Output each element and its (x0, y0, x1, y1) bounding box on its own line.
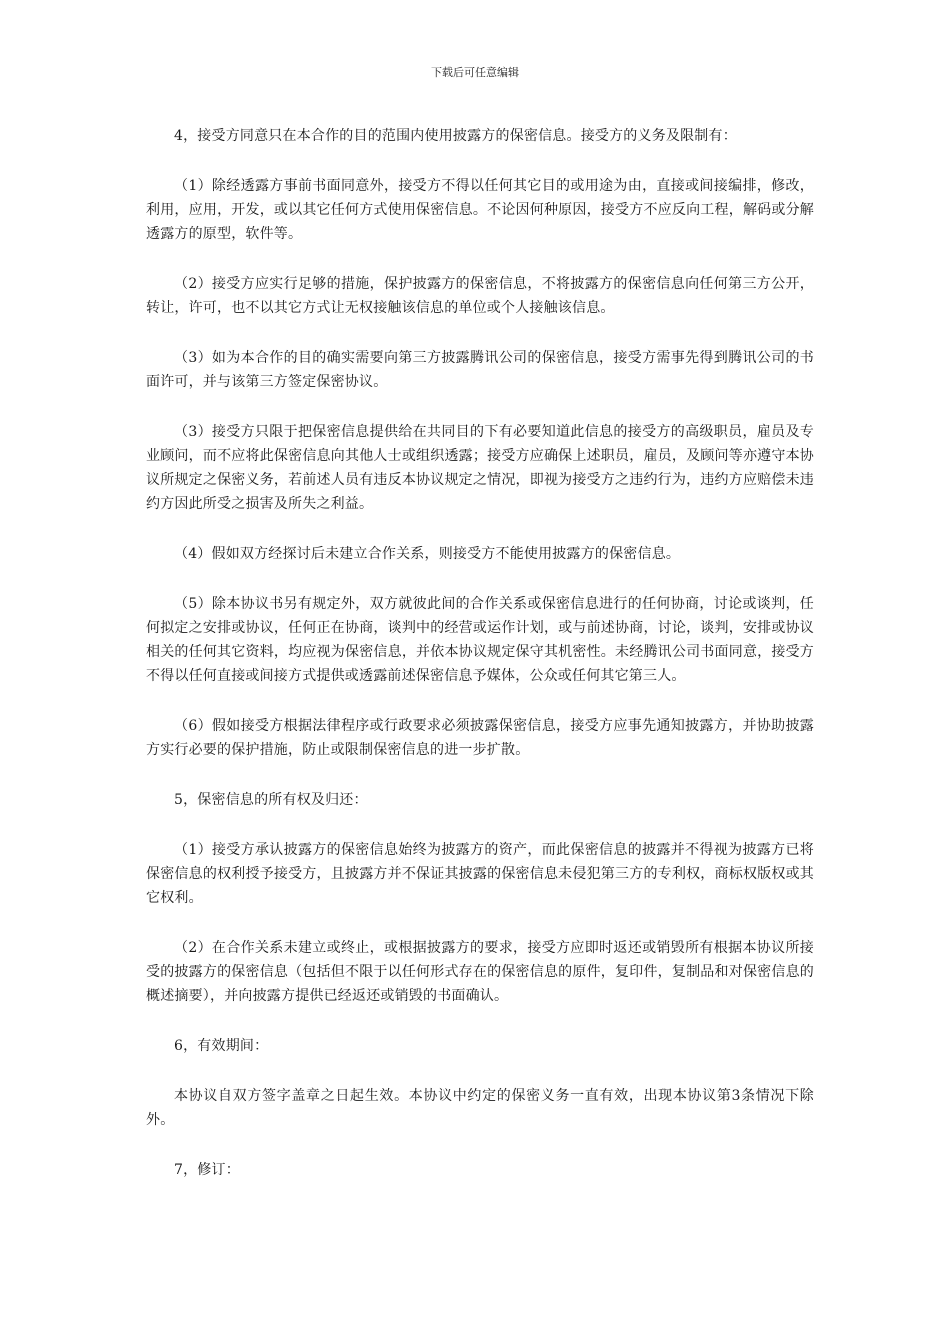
clause-4-item-3a: （3）如为本合作的目的确实需要向第三方披露腾讯公司的保密信息，接受方需事先得到腾讯公司的书面许可，并与该第三方签定保密协议。 (146, 350, 814, 390)
clause-6-heading: 6，有效期间： (174, 1038, 269, 1054)
clause-5-heading: 5，保密信息的所有权及归还： (174, 792, 368, 808)
clause-4-heading: 4，接受方同意只在本合作的目的范围内使用披露方的保密信息。接受方的义务及限制有： (174, 128, 737, 144)
clause-4-item-5: （5）除本协议书另有规定外，双方就彼此间的合作关系或保密信息进行的任何协商，讨论或谈判，任何拟定之安排或协议，任何正在协商，谈判中的经营或运作计划，或与前述协商，讨论，谈判，安排或协议相关的任何其它资料，均应视为保密信息，并依本协议规定保守其机密性。未经腾讯公司书面同意，接受方不得以任何直接或间接方式提供或透露前述保密信息予媒体，公众或任何其它第三人。 (146, 596, 814, 684)
clause-6-body: 本协议自双方签字盖章之日起生效。本协议中约定的保密义务一直有效，出现本协议第3条情况下除外。 (146, 1088, 814, 1128)
page-header: 下载后可任意编辑 (431, 66, 519, 79)
clause-7-heading: 7，修订： (174, 1162, 240, 1178)
clause-4-item-1: （1）除经透露方事前书面同意外，接受方不得以任何其它目的或用途为由，直接或间接编排，修改，利用，应用，开发，或以其它任何方式使用保密信息。不论因何种原因，接受方不应反向工程，解码或分解透露方的原型，软件等。 (146, 178, 814, 242)
clause-4-item-2: （2）接受方应实行足够的措施，保护披露方的保密信息，不将披露方的保密信息向任何第三方公开，转让，许可，也不以其它方式让无权接触该信息的单位或个人接触该信息。 (146, 276, 814, 316)
clause-5-item-2: （2）在合作关系未建立或终止，或根据披露方的要求，接受方应即时返还或销毁所有根据本协议所接受的披露方的保密信息（包括但不限于以任何形式存在的保密信息的原件，复印件，复制品和对保密信息的概述摘要），并向披露方提供已经返还或销毁的书面确认。 (146, 940, 814, 1004)
clause-4-item-4: （4）假如双方经探讨后未建立合作关系，则接受方不能使用披露方的保密信息。 (174, 546, 681, 562)
clause-5-item-1: （1）接受方承认披露方的保密信息始终为披露方的资产，而此保密信息的披露并不得视为披露方已将保密信息的权利授予接受方，且披露方并不保证其披露的保密信息未侵犯第三方的专利权，商标权版权或其它权利。 (146, 842, 814, 906)
clause-4-item-3b: （3）接受方只限于把保密信息提供给在共同目的下有必要知道此信息的接受方的高级职员，雇员及专业顾问，而不应将此保密信息向其他人士或组织透露；接受方应确保上述职员，雇员，及顾问等亦遵守本协议所规定之保密义务，若前述人员有违反本协议规定之情况，即视为接受方之违约行为，违约方应赔偿未违约方因此所受之损害及所失之利益。 (146, 424, 814, 512)
document-body (146, 124, 814, 1208)
clause-4-item-6: （6）假如接受方根据法律程序或行政要求必须披露保密信息，接受方应事先通知披露方，并协助披露方实行必要的保护措施，防止或限制保密信息的进一步扩散。 (146, 718, 814, 758)
